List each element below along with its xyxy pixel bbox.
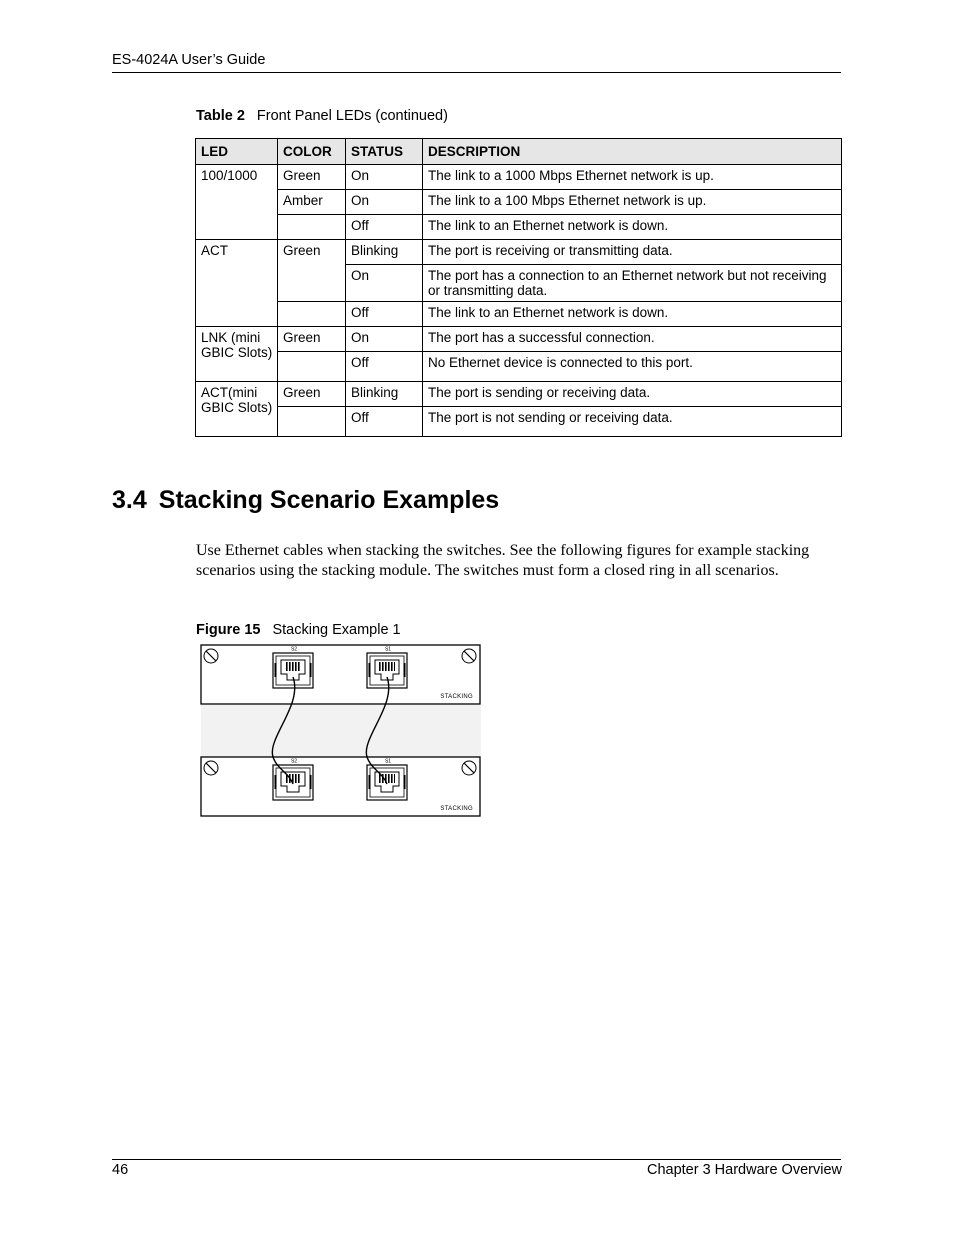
color-cell: Green (278, 240, 346, 302)
table-title: Front Panel LEDs (continued) (256, 108, 448, 124)
color-cell: Green (278, 327, 346, 352)
section-heading (112, 486, 511, 515)
color-cell (278, 407, 346, 437)
description-cell: The port has a successful connection. (423, 327, 842, 352)
led-cell: ACT (196, 240, 278, 327)
color-cell (278, 352, 346, 382)
port-label-s1: S1 (384, 646, 392, 653)
table-row (196, 352, 842, 382)
status-cell: Blinking (346, 382, 423, 407)
table-row (196, 407, 842, 437)
stacking-label: STACKING (440, 694, 473, 700)
status-cell: On (346, 327, 423, 352)
description-cell: The port is sending or receiving data. (423, 382, 842, 407)
screw-icon (204, 649, 218, 663)
front-panel-leds-table (195, 138, 842, 437)
led-cell: LNK (mini GBIC Slots) (196, 327, 278, 382)
description-cell: The port is receiving or transmitting data. (423, 240, 842, 265)
rj45-port-icon (367, 653, 407, 688)
table-row (196, 382, 842, 407)
table-label: Table 2 (196, 108, 245, 124)
screw-icon (462, 761, 476, 775)
status-cell: Off (346, 352, 423, 382)
description-cell: The port is not sending or receiving data. (423, 407, 842, 437)
color-cell: Amber (278, 190, 346, 215)
color-cell: Green (278, 382, 346, 407)
column-header-led: LED (196, 139, 278, 165)
chapter-title: Chapter 3 Hardware Overview (646, 1162, 842, 1178)
page-number: 46 (112, 1162, 129, 1178)
figure-label: Figure 15 (196, 622, 261, 638)
table-row (196, 165, 842, 190)
module-panel (201, 645, 480, 704)
color-cell: Green (278, 165, 346, 190)
description-cell: No Ethernet device is connected to this port. (423, 352, 842, 382)
table-header-row (196, 139, 842, 165)
figure-caption (196, 622, 401, 638)
table-row (196, 240, 842, 265)
status-cell: On (346, 165, 423, 190)
bottom-stacking-module (201, 757, 480, 816)
status-cell: Off (346, 215, 423, 240)
description-cell: The link to an Ethernet network is down. (423, 215, 842, 240)
rj45-port-icon (273, 653, 313, 688)
table-row (196, 302, 842, 327)
led-cell: ACT(mini GBIC Slots) (196, 382, 278, 437)
header-rule (112, 72, 841, 73)
description-cell: The port has a connection to an Ethernet network but not receiving or transmitting data. (423, 265, 842, 302)
running-header: ES-4024A User’s Guide (112, 52, 266, 68)
description-cell: The link to a 1000 Mbps Ethernet network is up. (423, 165, 842, 190)
description-cell: The link to an Ethernet network is down. (423, 302, 842, 327)
status-cell: Off (346, 302, 423, 327)
top-stacking-module (201, 645, 480, 704)
module-panel (201, 757, 480, 816)
table-caption (196, 108, 448, 124)
section-title: Stacking Scenario Examples (158, 486, 500, 514)
status-cell: On (346, 265, 423, 302)
led-cell: 100/1000 (196, 165, 278, 240)
footer-rule (112, 1159, 841, 1160)
column-header-description: DESCRIPTION (423, 139, 842, 165)
color-cell (278, 302, 346, 327)
table-row (196, 190, 842, 215)
color-cell (278, 215, 346, 240)
section-number: 3.4 (112, 486, 147, 514)
table-row (196, 215, 842, 240)
stacking-label: STACKING (440, 806, 473, 812)
description-cell: The link to a 100 Mbps Ethernet network is up. (423, 190, 842, 215)
column-header-status: STATUS (346, 139, 423, 165)
column-header-color: COLOR (278, 139, 346, 165)
status-cell: On (346, 190, 423, 215)
table-row (196, 327, 842, 352)
body-paragraph: Use Ethernet cables when stacking the switches. See the following figures for example stacking scenarios using the stacking module. The switches must form a closed ring in all scenarios. (196, 542, 810, 579)
rack-gap (201, 705, 481, 757)
screw-icon (462, 649, 476, 663)
status-cell: Off (346, 407, 423, 437)
status-cell: Blinking (346, 240, 423, 265)
screw-icon (204, 761, 218, 775)
port-label-s1: S1 (384, 758, 392, 765)
stacking-example-figure (199, 643, 483, 819)
port-label-s2: S2 (290, 646, 298, 653)
port-label-s2: S2 (290, 758, 298, 765)
figure-title: Stacking Example 1 (272, 622, 401, 638)
